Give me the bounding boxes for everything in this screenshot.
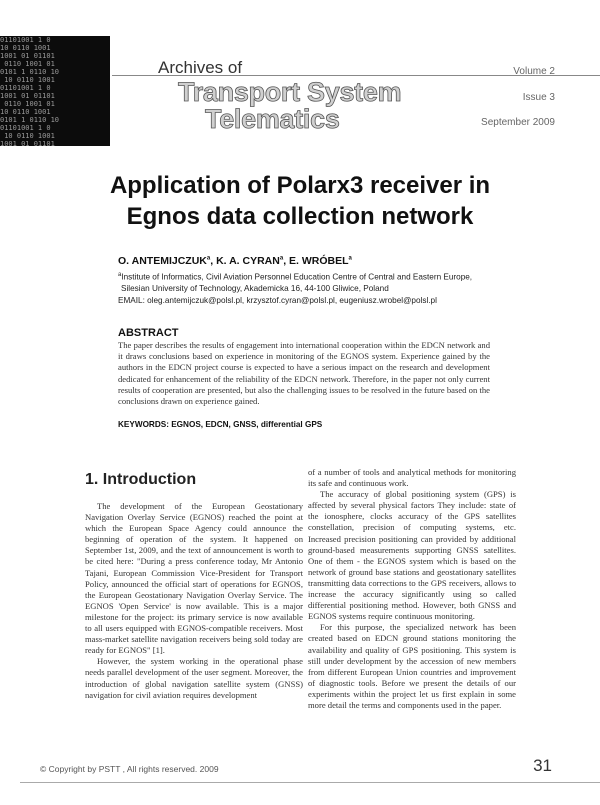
footer-rule [20, 782, 600, 783]
body-left-column [85, 501, 303, 701]
affiliation-sup: a [118, 272, 122, 278]
author-separator: , [283, 255, 290, 267]
paper-title-line2: Egnos data collection network [126, 203, 474, 230]
copyright-notice: © Copyright by PSTT , All rights reserved. 2009 [40, 764, 219, 774]
issue-label: Issue 3 [522, 92, 555, 103]
paragraph: However, the system working in the operational phase needs parallel development of the user segment. Moreover, the introduction of global navigation satellite system (GNSS) navigation for civil aviation requires development [85, 656, 303, 700]
keywords: KEYWORDS: EGNOS, EDCN, GNSS, differential GPS [118, 420, 323, 429]
paragraph: The accuracy of global positioning system (GPS) is affected by several physical factors They include: state of the ionosphere, clocks accuracy of the GPS satellites constellation, precision of computing systems, etc. Increased precision positioning can provided by additional ground-based measurements supporting GNSS satellites. One of them - the EGNOS system which is based on the network of ground base stations and geostationary satellites transmitting data corrections to the GPS receivers, allows to increase the accuracy significantly using so called differential positioning method. However, both GNSS and EGNOS systems require continuous monitoring. [308, 489, 516, 622]
author-name: K. A. CYRAN [216, 255, 280, 267]
date-label: September 2009 [481, 117, 555, 128]
journal-title-line2: Telematics [205, 104, 340, 134]
paper-title-line1: Application of Polarx3 receiver in [109, 172, 491, 199]
affiliation-line1: Institute of Informatics, Civil Aviation Personnel Education Centre of Central and Eastern Europe, [121, 272, 473, 282]
journal-archives-label: Archives of [158, 58, 243, 77]
affiliation-line2: Silesian University of Technology, Akademicka 16, 44-100 Gliwice, Poland [121, 284, 389, 294]
affiliation-email: EMAIL: oleg.antemijczuk@polsl.pl, krzysztof.cyran@polsl.pl, eugeniusz.wrobel@polsl.pl [118, 295, 437, 305]
paragraph: of a number of tools and analytical methods for monitoring its safe and continuous work. [308, 467, 516, 489]
abstract-heading: ABSTRACT [118, 327, 179, 339]
author-sup: a [279, 255, 284, 262]
body-right-column [308, 467, 516, 711]
author-separator: , [210, 255, 217, 267]
journal-logo-image [0, 36, 110, 146]
author-name: E. WRÓBEL [289, 255, 349, 267]
volume-label: Volume 2 [513, 66, 555, 77]
abstract-text: The paper describes the results of engagement into international cooperation within the EDCN network and it draws conclusions based on experience in monitoring of the EGNOS system. Experience gained by the authors in the EDCN project course is expected to have a serious impact on the research and development dedicated for enhancement of the reliability of the EDCN network. Therefore, in the paper not only current results of cooperation are presented, but also the challenging issues to be resolved in the future based on the conclusions drawn on experience gained. [118, 340, 490, 407]
page-number: 31 [533, 756, 552, 775]
paragraph: For this purpose, the specialized network has been created based on EDCN ground stations monitoring the availability and quality of GPS positioning. This system is still under development by the accession of new members from different European Union countries and improvement of diagnostic tools. Before we present the details of our experiments within the project let us first explain in some more detail the terms and components used in the paper. [308, 622, 516, 710]
authors-line [118, 255, 352, 267]
author-sup: a [348, 255, 352, 262]
journal-title-line1: Transport System [178, 77, 402, 107]
author-name: O. ANTEMIJCZUK [118, 255, 207, 267]
binary-pattern-decoration: 01101001 1 0 10 0110 1001 1001 01 01101 0110 1001 01 0101 1 0110 10 10 0110 1001 01101001 1 0 1001 01 01101 0110 1001 01 10 0110 1001 0101 1 0110 10 01101001 1 0 10 0110 1001 1001 01 01101 [0, 36, 60, 146]
section-title: 1. Introduction [85, 471, 197, 488]
affiliation-block [118, 270, 472, 306]
author-sup: a [206, 255, 211, 262]
paper-title [40, 170, 560, 232]
paragraph: The development of the European Geostationary Navigation Overlay Service (EGNOS) reached the point at which the European Space Agency could announce the beginning of operation of the system. It happened on September 1st, 2009, and the text of announcement is worth to be cited here: "During a press conference today, Mr Antonio Tajani, European Commission Vice-President for Transport Policy, announced the official start of operations for EGNOS, the European Geostationary Navigation Overlay Service. The EGNOS 'Open Service' is now available. This is a major milestone for the project: its primary service is now available to all users equipped with EGNOS-compatible receivers. Most mass-market satellite navigation receivers being sold today are ready for EGNOS" [1]. [85, 501, 303, 656]
